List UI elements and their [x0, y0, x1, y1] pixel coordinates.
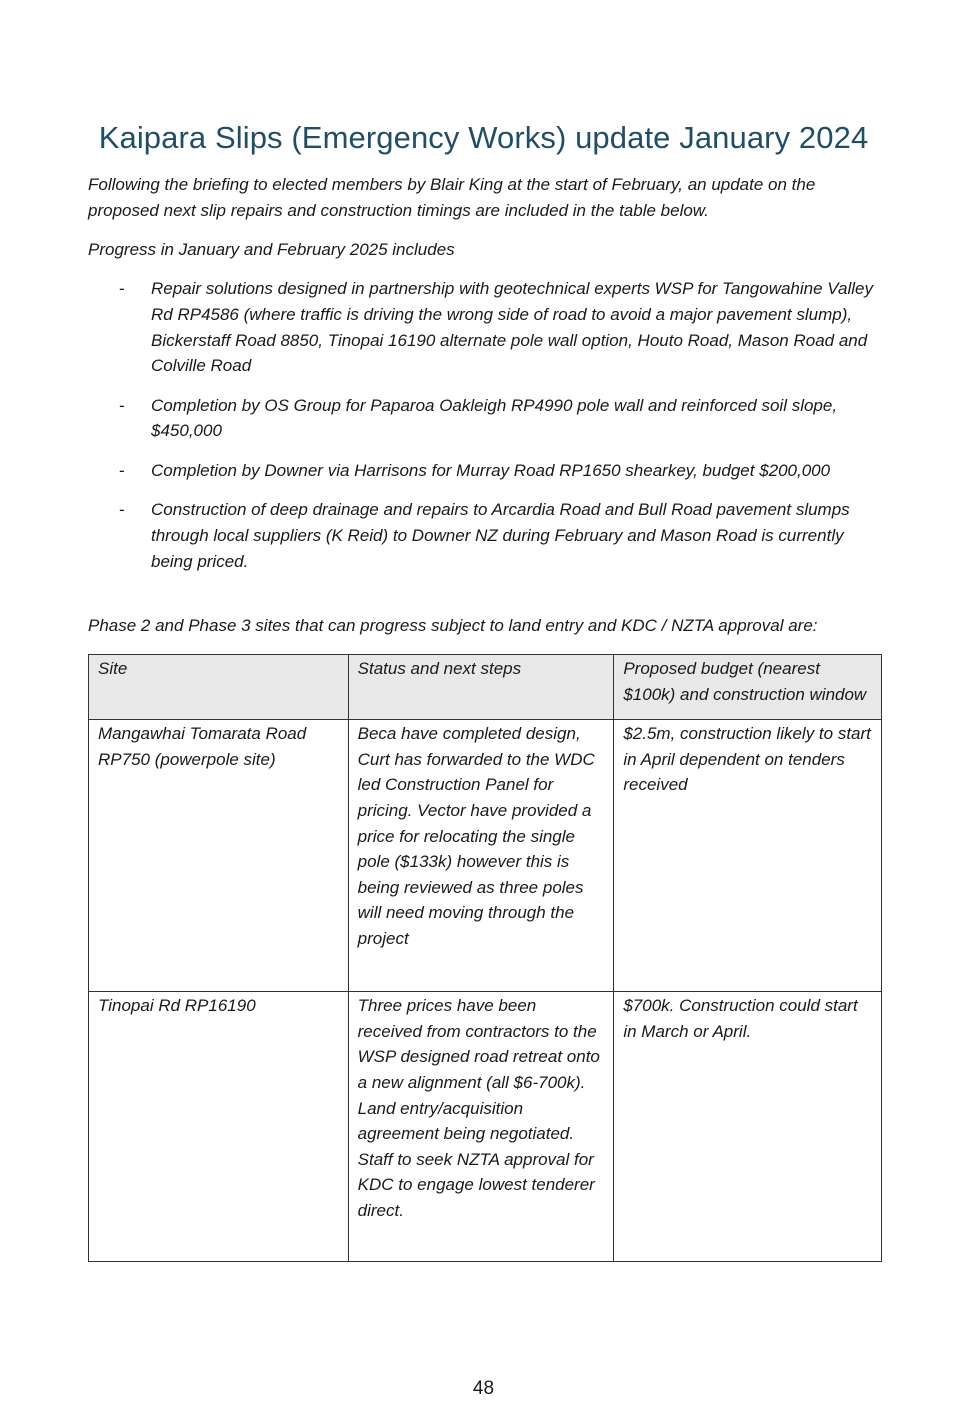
- bullet-dash: -: [119, 395, 125, 415]
- list-item: [88, 276, 888, 379]
- column-header-site: Site: [89, 655, 349, 720]
- table-row: [89, 720, 882, 992]
- column-header-budget: Proposed budget (nearest $100k) and construction window: [614, 655, 882, 720]
- table-row: [89, 992, 882, 1262]
- page-title: Kaipara Slips (Emergency Works) update January 2024: [98, 120, 869, 155]
- list-item: [88, 458, 888, 484]
- bullet-dash: -: [119, 279, 125, 298]
- table-header-row: [89, 655, 882, 720]
- table-cell-budget: $700k. Construction could start in March or April.: [614, 992, 882, 1262]
- table-cell-site: Mangawhai Tomarata Road RP750 (powerpole site): [89, 720, 349, 992]
- bullet-dash: -: [119, 500, 125, 520]
- table-cell-status: Three prices have been received from contractors to the WSP designed road retreat onto a new alignment (all $6-700k). Land entry/acquisition agreement being negotiated. Staff to seek NZTA approval for KDC to engage lowest tenderer direct.: [348, 992, 614, 1262]
- sites-table: [88, 654, 882, 1262]
- phase-heading: Phase 2 and Phase 3 sites that can progress subject to land entry and KDC / NZTA approval are:: [88, 616, 818, 635]
- bullet-dash: -: [119, 460, 125, 480]
- progress-list: [88, 276, 888, 588]
- progress-heading: Progress in January and February 2025 includes: [88, 240, 455, 259]
- table-cell-budget: $2.5m, construction likely to start in April dependent on tenders received: [614, 720, 882, 992]
- intro-paragraph: Following the briefing to elected members by Blair King at the start of February, an update on the proposed next slip repairs and construction timings are included in the table below.: [88, 175, 816, 220]
- list-item-text: Construction of deep drainage and repairs to Arcardia Road and Bull Road pavement slumps through local suppliers (K Reid) to Downer NZ during February and Mason Road is currently being priced.: [151, 500, 850, 571]
- list-item-text: Repair solutions designed in partnership with geotechnical experts WSP for Tangowahine Valley Rd RP4586 (where traffic is driving the wrong side of road to avoid a major pavement slump), Bickerstaff Road 8850, Tinopai 16190 alternate pole wall option, Houto Road, Mason Road and Colville Road: [151, 279, 873, 376]
- column-header-status: Status and next steps: [348, 655, 614, 720]
- table-cell-site: Tinopai Rd RP16190: [89, 992, 349, 1262]
- list-item: [88, 497, 888, 574]
- list-item: [88, 393, 888, 445]
- list-item-text: Completion by OS Group for Paparoa Oakleigh RP4990 pole wall and reinforced soil slope, $450,000: [151, 395, 838, 441]
- list-item-text: Completion by Downer via Harrisons for Murray Road RP1650 shearkey, budget $200,000: [151, 460, 831, 480]
- page-number: 48: [472, 1378, 495, 1399]
- table-cell-status: Beca have completed design, Curt has forwarded to the WDC led Construction Panel for pricing. Vector have provided a price for relocating the single pole ($133k) however this is being reviewed as three poles will need moving through the project: [348, 720, 614, 992]
